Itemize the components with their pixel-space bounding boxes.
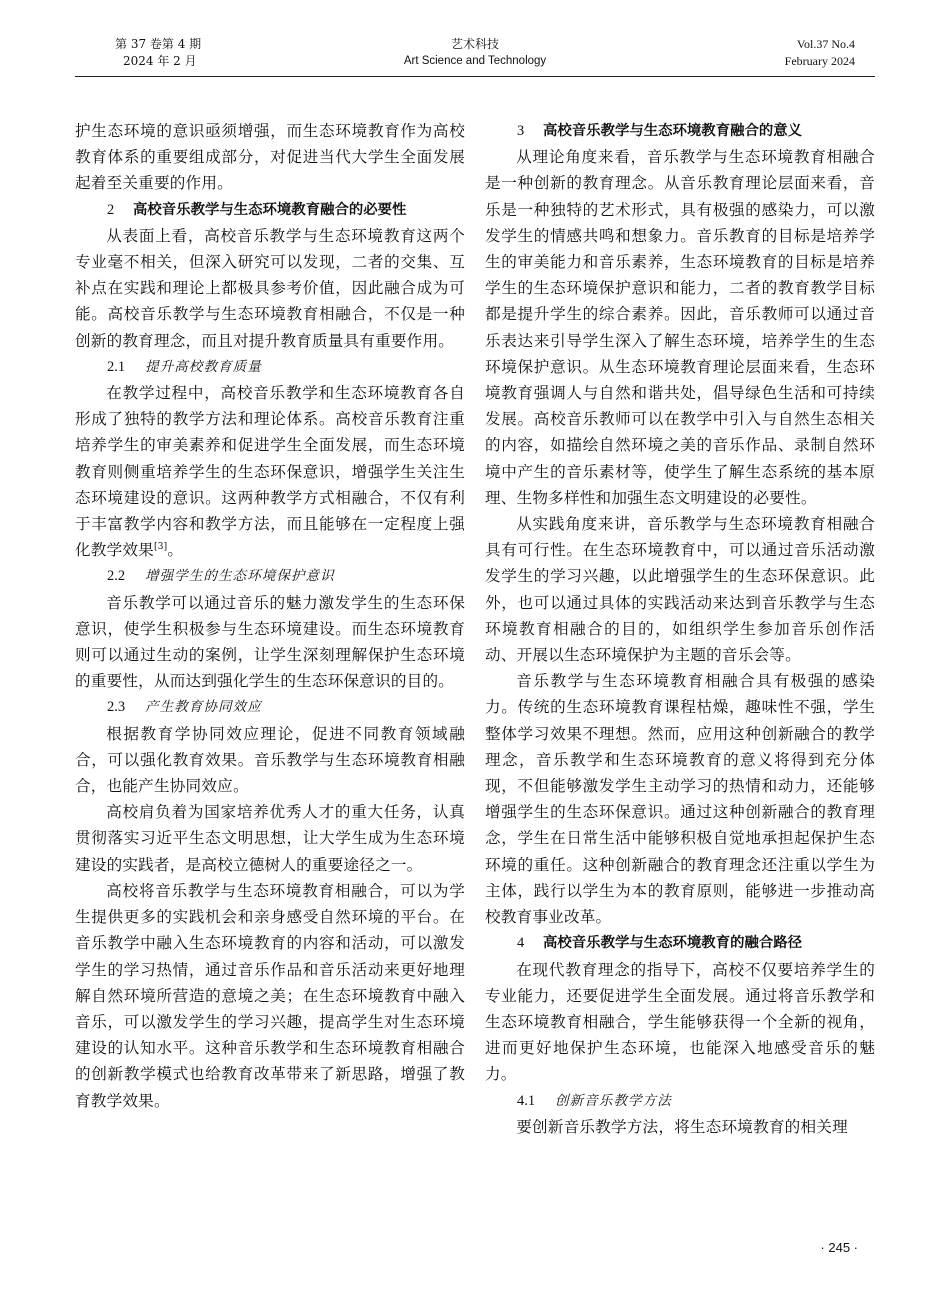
section-title: 高校音乐教学与生态环境教育融合的意义 <box>543 123 803 139</box>
section-number: 2 <box>107 201 115 218</box>
section-title: 高校音乐教学与生态环境教育的融合路径 <box>543 935 803 952</box>
paragraph: 在现代教育理念的指导下，高校不仅要培养学生的专业能力，还要促进学生全面发展。通过将音乐教学和生态环境教育相融合，学生能够获得一个全新的视角，进而更好地保护生态环境，也能深入地感受音乐的魅力。 <box>485 960 875 1084</box>
paragraph: 高校将音乐教学与生态环境教育相融合，可以为学生提供更多的实践机会和亲身感受自然环境的平台。在音乐教学中融入生态环境教育的内容和活动，可以激发学生的学习热情，通过音乐作品和音乐活动来更好地理解自然环境所营造的意境之美；在生态环境教育中融入音乐，可以激发学生的学习兴趣，提高学生对生态环境建设的认知水平。这种音乐教学和生态环境教育相融合的创新教学模式也给教育改革带来了新思路，增强了教育教学效果。 <box>75 881 465 1110</box>
subsection-heading-2-3 <box>75 694 465 720</box>
paragraph: 从理论角度来看，音乐教学与生态环境教育相融合是一种创新的教育理念。从音乐教育理论层面来看，音乐是一种独特的艺术形式，具有极强的感染力，可以激发学生的情感共鸣和想象力。音乐教育的目标是培养学生的审美能力和音乐素养，生态环境教育的目标是培养学生的生态环境保护意识和能力，二者的教育教学目标都是提升学生的综合素养。因此，音乐教师可以通过音乐表达来引导学生深入了解生态环境，培养学生的生态环境保护意识。从生态环境教育理论层面来看，生态环境教育强调人与自然和谐共处，倡导绿色生活和可持续发展。高校音乐教师可以在教学中引入与自然生态相关的内容，如描绘自然环境之美的音乐作品、录制自然环境中产生的音乐素材等，使学生了解生态系统的基本原理、生物多样性和加强生态文明建设的必要性。 <box>485 148 875 507</box>
paragraph: 从表面上看，高校音乐教学与生态环境教育这两个专业毫不相关，但深入研究可以发现，二者的交集、互补点在实践和理论上都极具参考价值，因此融合成为可能。高校音乐教学与生态环境教育相融合，不仅是一种创新的教育理念，而且对提升教育质量具有重要作用。 <box>75 226 465 350</box>
subsection-title: 增强学生的生态环境保护意识 <box>145 568 335 585</box>
left-column <box>75 118 465 1114</box>
paragraph: 高校肩负着为国家培养优秀人才的重大任务，认真贯彻落实习近平生态文明思想，让大学生成为生态环境建设的实践者，是高校立德树人的重要途径之一。 <box>75 803 465 874</box>
subsection-title: 创新音乐教学方法 <box>555 1092 672 1109</box>
subsection-number: 2.1 <box>107 358 126 375</box>
journal-title-en: Art Science and Technology <box>403 55 547 67</box>
citation-ref: [3] <box>153 542 168 553</box>
paragraph: 根据教育学协同效应理论，促进不同教育领域融合，可以强化教育效果。音乐教学与生态环境教育相融合，也能产生协同效应。 <box>75 724 465 796</box>
section-heading-2 <box>75 197 465 223</box>
volume-cn: 第 37 卷第 4 期 <box>115 37 202 51</box>
paragraph: 音乐教学与生态环境教育相融合具有极强的感染力。传统的生态环境教育课程枯燥，趣味性不强，学生整体学习效果不理想。然而，应用这种创新融合的教学理念，音乐教学和生态环境教育的意义将得到充分体现，不但能够激发学生主动学习的热情和动力，还能够增强学生的生态环保意识。通过这种创新融合的教育理念，学生在日常生活中能够积极自觉地承担起保护生态环境的重任。这种创新融合的教育理念还注重以学生为主体，践行以学生为本的教育原则，能够进一步推动高校教育事业改革。 <box>485 672 875 927</box>
subsection-heading-2-1 <box>75 354 465 380</box>
section-heading-4 <box>485 930 875 956</box>
paragraph: 要创新音乐教学方法，将生态环境教育的相关理 <box>516 1117 848 1136</box>
section-title: 高校音乐教学与生态环境教育融合的必要性 <box>133 201 407 218</box>
header-center <box>75 36 875 70</box>
paragraph: 音乐教学可以通过音乐的魅力激发学生的生态环保意识，使学生积极参与生态环境建设。而生态环境教育则可以通过生动的案例，让学生深刻理解保护生态环境的重要性，从而达到强化学生的生态环保意识的目的。 <box>75 593 465 691</box>
running-header <box>75 36 875 77</box>
subsection-title: 产生教育协同效应 <box>145 699 262 716</box>
paragraph: 护生态环境的意识亟须增强，而生态环境教育作为高校教育体系的重要组成部分，对促进当代大学生全面发展起着至关重要的作用。 <box>75 122 465 193</box>
section-heading-3 <box>485 118 875 144</box>
paragraph: 从实践角度来讲，音乐教学与生态环境教育相融合具有可行性。在生态环境教育中，可以通过音乐活动激发学生的学习兴趣，以此增强学生的生态环保意识。此外，也可以通过具体的实践活动来达到音乐教学与生态环境教育相融合的目的，如组织学生参加音乐创作活动、开展以生态环境保护为主题的音乐会等。 <box>485 515 875 665</box>
volume-en: Vol.37 No.4 <box>796 37 855 51</box>
paragraph <box>75 380 465 563</box>
right-column <box>485 118 875 1140</box>
subsection-number: 4.1 <box>517 1092 536 1109</box>
section-number: 3 <box>517 123 525 139</box>
page-number: · 245 · <box>820 1240 858 1255</box>
journal-title-cn: 艺术科技 <box>450 37 499 51</box>
date-cn: 2024 年 2 月 <box>123 54 197 68</box>
section-number: 4 <box>517 935 525 952</box>
subsection-heading-2-2 <box>75 563 465 589</box>
article-body <box>75 118 875 1228</box>
subsection-number: 2.3 <box>107 699 126 716</box>
paragraph-end: 。 <box>167 541 184 560</box>
subsection-number: 2.2 <box>107 568 126 585</box>
header-right <box>785 36 855 70</box>
paragraph-text: 在教学过程中，高校音乐教学和生态环境教育各自形成了独特的教学方法和理论体系。高校音乐教育注重培养学生的审美素养和促进学生全面发展，而生态环境教育则侧重培养学生的生态环保意识，增强学生关注生态环境建设的意识。这两种教学方式相融合，不仅有利于丰富教学内容和教学方法，而且能够在一定程度上强化教学效果 <box>75 384 465 560</box>
subsection-heading-4-1 <box>485 1088 875 1114</box>
date-en: February 2024 <box>784 54 855 68</box>
subsection-title: 提升高校教育质量 <box>145 358 262 375</box>
